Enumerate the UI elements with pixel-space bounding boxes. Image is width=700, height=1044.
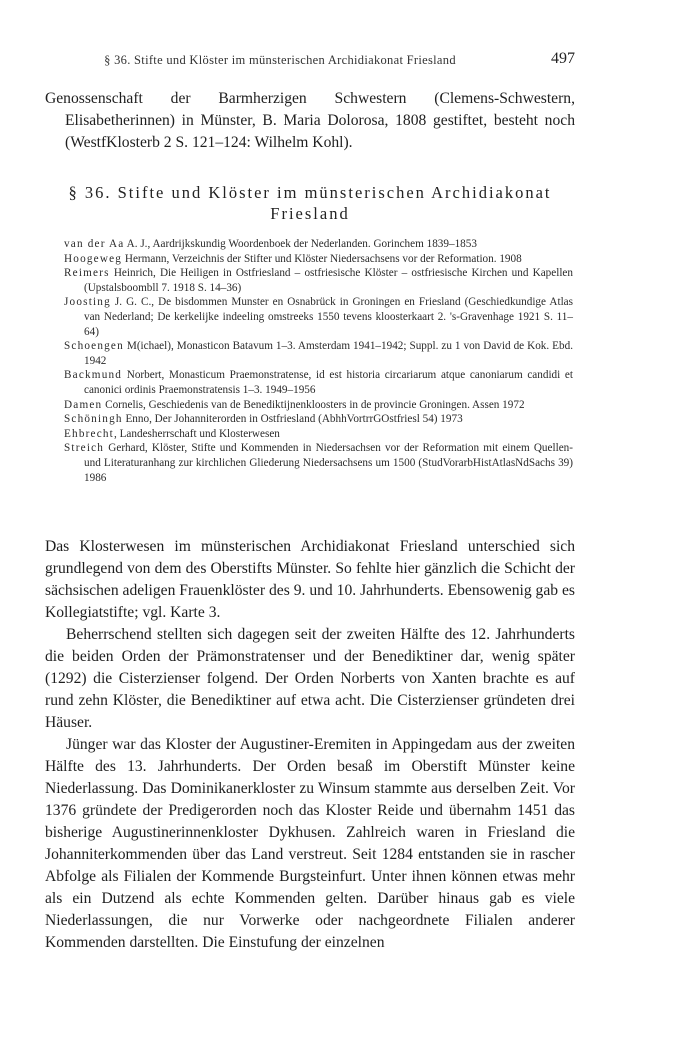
bibliography-details: J. G. C., De bisdommen Munster en Osnabrück in Groningen en Friesland (Geschiedkundige Atlas van Nederland; De kerkelijke indeeling omstreeks 1550 tevens kloosterkaart 2. 's-Gravenhage 1921 S. 11–64) [84,296,573,338]
bibliography-entry [64,427,573,442]
body-paragraph: Beherrschend stellten sich dagegen seit der zweiten Hälfte des 12. Jahrhunderts die beiden Orden der Prämonstratenser und der Benediktiner dar, wenig später (1292) die Cisterzienser folgend. Der Orden Norberts von Xanten brachte es auf rund zehn Klöster, die Benediktiner auf etwa acht. Die Cisterzienser gründeten drei Häuser. [45,626,575,731]
bibliography-author: Hoogeweg [64,252,123,265]
bibliography-details: Hermann, Verzeichnis der Stifter und Klöster Niedersachsens vor der Reformation. 1908 [122,252,522,265]
page-number: 497 [551,50,575,67]
bibliography-list [64,237,573,485]
bibliography-author: Joosting [64,296,111,309]
intro-paragraph-block [45,88,575,154]
bibliography-author: Schöningh [64,413,123,426]
bibliography-author: Reimers [64,267,110,280]
bibliography-details: A. J., Aardrijkskundig Woordenboek der Nederlanden. Gorinchem 1839–1853 [124,238,477,250]
body-paragraph: Jünger war das Kloster der Augustiner-Eremiten in Appingedam aus der zweiten Hälfte des 13. Jahrhunderts. Der Orden besaß im Oberstift Münster keine Niederlassung. Das Dominikanerkloster zu Winsum stammte aus derselben Zeit. Vor 1376 gründete der Predigerorden noch das Kloster Reide und übernahm 1451 das bisherige Augustinerinnenkloster Dykhusen. Zahlreich waren in Friesland die Johanniterkommenden über das Land verstreut. Seit 1284 entstanden sie in rascher Abfolge als Filialen der Kommende Burgsteinfurt. Unter ihnen können etwas mehr als ein Dutzend als echte Kommenden gelten. Darüber hinaus gab es viele Niederlassungen, die nur Vorwerke oder nachgeordnete Filialen anderer Kommenden darstellten. Die Einstufung der einzelnen [45,736,575,951]
section-heading: § 36. Stifte und Klöster im münsterischen Archidiakonat Friesland [68,183,552,223]
running-head [45,50,575,72]
bibliography-details: Enno, Der Johanniterorden in Ostfriesland (AbhhVortrrGOstfriesl 54) 1973 [122,413,463,426]
bibliography-entry [64,266,573,295]
bibliography-entry [64,368,573,397]
bibliography-entry [64,441,573,485]
bibliography-details: Cornelis, Geschiedenis van de Benediktijnenkloosters in de provincie Groningen. Assen 1972 [102,398,525,411]
bibliography-entry [64,339,573,368]
running-head-title: § 36. Stifte und Klöster im münsterischen Archidiakonat Friesland [104,53,456,67]
bibliography-entry [64,295,573,339]
bibliography-entry [64,252,573,267]
bibliography-entry [64,398,573,413]
bibliography-author: Ehbrecht [64,427,114,440]
bibliography-details: M(ichael), Monasticon Batavum 1–3. Amsterdam 1941–1942; Suppl. zu 1 von David de Kok. Ebd. 1942 [84,340,573,367]
bibliography-author: Damen [64,398,103,411]
bibliography-details: Heinrich, Die Heiligen in Ostfriesland – ostfriesische Klöster – ostfriesische Kirchen und Kapellen (Upstalsboombll 7. 1918 S. 14–36) [84,267,573,294]
intro-paragraph: Genossenschaft der Barmherzigen Schwestern (Clemens-Schwestern, Elisabetherinnen) in Münster, B. Maria Dolorosa, 1808 gestiftet, besteht noch (WestfKlosterb 2 S. 121–124: Wilhelm Kohl). [45,90,575,151]
bibliography-entry [64,412,573,427]
bibliography-details: Norbert, Monasticum Praemonstratense, id est historia circariarum atque canoniarum candidi et canonici ordinis Praemonstratensis 1–3. 1949–1956 [84,369,573,396]
bibliography-author: Backmund [64,369,123,382]
bibliography-details: , Landesherrschaft und Klosterwesen [113,427,280,440]
bibliography-author: van der Aa [64,238,125,250]
bibliography-author: Schoengen [64,340,124,353]
bibliography-details: Gerhard, Klöster, Stifte und Kommenden in Niedersachsen vor der Reformation mit einem Quellen- und Literaturanhang zur kirchlichen Gliederung Niedersachsens um 1500 (StudVorarbHistAtlasNdSachs 39) 1986 [84,442,573,484]
main-text [45,536,575,954]
body-paragraph: Das Klosterwesen im münsterischen Archidiakonat Friesland unterschied sich grundlegend von dem des Oberstifts Münster. So fehlte hier gänzlich die Schicht der sächsischen adeligen Frauenklöster des 9. und 10. Jahrhunderts. Ebensowenig gab es Kollegiatstifte; vgl. Karte 3. [45,538,575,621]
bibliography-entry [64,237,573,252]
bibliography-author: Streich [64,442,105,455]
